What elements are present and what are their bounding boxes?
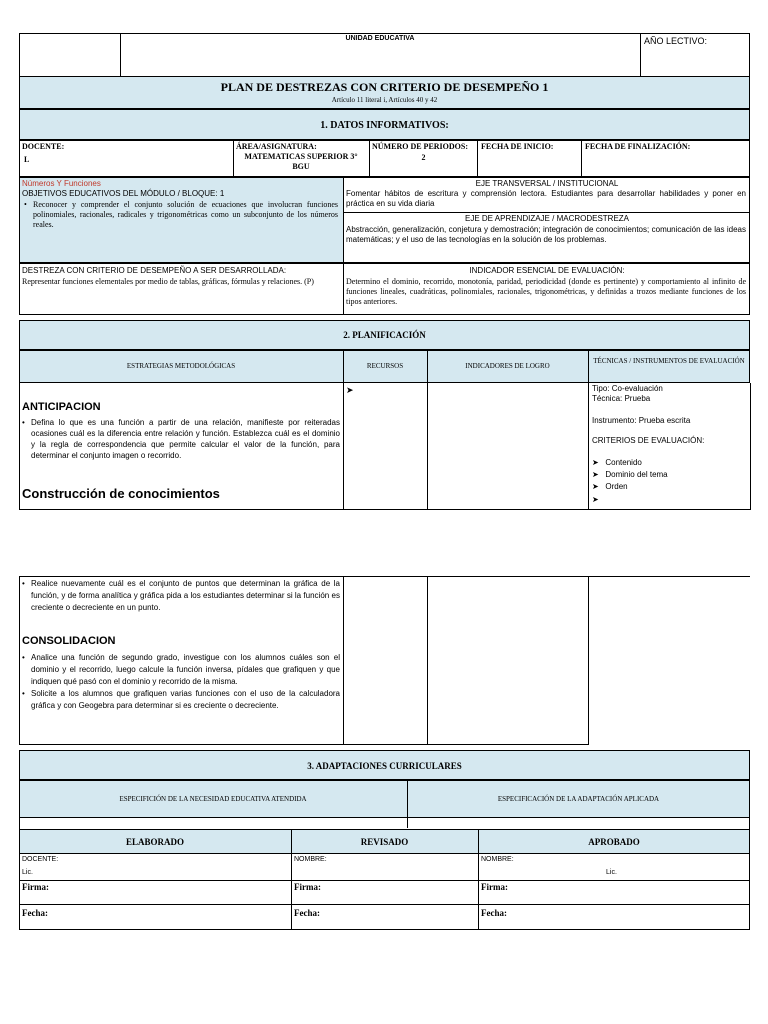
eval-criterios-label: CRITERIOS DE EVALUACIÓN: (592, 436, 705, 445)
firma-lic-1: Lic. (22, 869, 33, 876)
plan-body2-top-right (588, 576, 750, 577)
objetivos-list (22, 200, 338, 230)
revisado-firma-label: Firma: (294, 882, 321, 892)
eval-tipo: Tipo: Co-evaluación (592, 384, 663, 393)
eje-aprendizaje-label: EJE DE APRENDIZAJE / MACRODESTREZA (464, 214, 630, 223)
plan-hdr-divider-3 (588, 350, 589, 383)
aprobado-header: APROBADO (588, 837, 640, 847)
firmas-row-line-1 (19, 880, 750, 881)
docente-label: DOCENTE: (22, 142, 65, 151)
anticipacion-title: ANTICIPACION (22, 401, 101, 413)
eje-divider (343, 212, 750, 213)
plan-body2-div1 (343, 576, 344, 745)
indicador-text: Determino el dominio, recorrido, monotonía, paridad, periodicidad (donde es pertinente) y comportamiento al infinito de funciones lineales, cuadráticas, polinomiales, racionales, trigonométricas, y definidas a trozos mediante funciones de los tipos anteriores. (346, 277, 746, 306)
docente-value: L (24, 155, 30, 164)
plan-body1-div2 (427, 383, 428, 510)
criterio-text: Dominio del tema (605, 470, 668, 479)
year-label: AÑO LECTIVO: (644, 36, 708, 46)
adaptaciones-body-row (19, 817, 750, 829)
aprobado-nombre-label: NOMBRE: (481, 856, 514, 863)
criterio-text: Contenido (605, 458, 642, 467)
topic-label: Números Y Funciones (22, 179, 101, 188)
plan-body1-div3 (588, 383, 589, 510)
revisado-nombre-label: NOMBRE: (294, 856, 327, 863)
col-adaptacion: ESPECIFICACIÓN DE LA ADAPTACIÓN APLICADA (497, 795, 660, 803)
revisado-header: REVISADO (360, 837, 409, 847)
anticipacion-item: • Defina lo que es una función a partir de una relación, manifieste por reiteradas ocasiones cuál es la diferencia entre relación y función. Establezca cuál es el dominio y la regla de correspondencia que permite calcular el valor de la función, para determinar el conjunto imagen o recorrido. (20, 417, 340, 461)
construccion-item: • Realice nuevamente cuál es el conjunto de puntos que determinan la gráfica de la función, y de forma analítica y gráfica pida a los estudiantes determinar si la función es creciente o decreciente en un punto. (20, 578, 340, 614)
plan-body2-right-mask (589, 576, 751, 746)
col-necesidad: ESPECIFICIÓN DE LA NECESIDAD EDUCATIVA ATENDIDA (119, 795, 307, 803)
criterio-arrow-icon: ➤ (592, 470, 599, 479)
periodos-value: 2 (421, 153, 426, 162)
col-tecnicas: TÉCNICAS / INSTRUMENTOS DE EVALUACIÓN (593, 357, 745, 365)
col-indicadores: INDICADORES DE LOGRO (465, 362, 550, 370)
criterio-arrow-icon: ➤ (592, 482, 599, 491)
eval-instrumento: Instrumento: Prueba escrita (592, 416, 691, 425)
aprobado-fecha-label: Fecha: (481, 908, 507, 918)
docente-divider-4 (581, 140, 582, 177)
col-estrategias: ESTRATEGIAS METODOLÓGICAS (126, 362, 236, 370)
elaborado-firma-label: Firma: (22, 882, 49, 892)
eval-tecnica: Técnica: Prueba (592, 394, 651, 403)
consolidacion-title: CONSOLIDACION (22, 635, 116, 647)
anticipacion-list (20, 417, 340, 461)
construccion-title: Construcción de conocimientos (22, 486, 220, 501)
docente-divider-1 (233, 140, 234, 177)
area-value: MATEMATICAS SUPERIOR 3° BGU (244, 152, 358, 171)
col-recursos: RECURSOS (366, 362, 404, 370)
criterio-item (592, 470, 668, 480)
docente-divider-3 (477, 140, 478, 177)
elaborado-header: ELABORADO (125, 837, 184, 847)
area-label: ÁREA/ASIGNATURA: (236, 142, 317, 151)
firma-docente-label: DOCENTE: (22, 856, 59, 863)
criterio-item (592, 458, 642, 468)
firmas-row-line-2 (19, 904, 750, 905)
indicador-label: INDICADOR ESENCIAL DE EVALUACIÓN: (469, 266, 625, 275)
plan-body1-div1 (343, 383, 344, 510)
fecha-fin-label: FECHA DE FINALIZACIÓN: (585, 142, 691, 151)
objetivos-label: OBJETIVOS EDUCATIVOS DEL MÓDULO / BLOQUE: 1 (22, 189, 225, 198)
eje-aprendizaje-text: Abstracción, generalización, conjetura y demostración; integración de conocimientos; comunicación de las ideas matemáticas; y el uso de las tecnologías en la solución de los problemas. (346, 225, 746, 244)
periodos-label: NÚMERO DE PERIODOS: (372, 142, 469, 151)
header-divider-2 (640, 33, 641, 77)
criterio-item (592, 482, 628, 492)
plan-body1-right (750, 383, 751, 510)
destreza-text: Representar funciones elementales por medio de tablas, gráficas, fórmulas y relaciones. (P) (22, 277, 314, 286)
firmas-body (19, 853, 750, 930)
aprobado-firma-label: Firma: (481, 882, 508, 892)
elaborado-fecha-label: Fecha: (22, 908, 48, 918)
criterio-arrow-icon: ➤ (592, 458, 599, 467)
institution-name: UNIDAD EDUCATIVA (345, 35, 415, 42)
eje-transversal-label: EJE TRANSVERSAL / INSTITUCIONAL (475, 179, 619, 188)
plan-subtitle: Artículo 11 literal i, Artículos 40 y 42 (331, 96, 438, 104)
recursos-arrow-icon: ➤ (346, 385, 354, 395)
plan-title: PLAN DE DESTREZAS CON CRITERIO DE DESEMPEÑO 1 (220, 80, 549, 94)
destreza-label: DESTREZA CON CRITERIO DE DESEMPEÑO A SER DESARROLLADA: (22, 266, 287, 275)
datos-section-title: 1. DATOS INFORMATIVOS: (320, 120, 449, 131)
consolidacion-list (20, 652, 340, 712)
eje-transversal-text: Fomentar hábitos de escritura y comprensión lectora. Estudiantes para desarrollar habilidades y poner en práctica en su vida diaria (346, 189, 746, 208)
adaptaciones-section-title: 3. ADAPTACIONES CURRICULARES (307, 761, 462, 771)
fecha-inicio-label: FECHA DE INICIO: (481, 142, 554, 151)
revisado-fecha-label: Fecha: (294, 908, 320, 918)
objetivo-item: • Reconocer y comprender el conjunto solución de ecuaciones que involucran funciones polinomiales, racionales, radicales y trigonométricas como un subconjunto de los números reales. (22, 200, 338, 230)
consolidacion-item: • Analice una función de segundo grado, investigue con los alumnos cuáles son el dominio y el recorrido, luego calcule la función inversa, pídales que grafiquen y que indiquen qué pasó con el dominio y recorrido de la misma. (20, 652, 340, 688)
criterio-text: Orden (605, 482, 628, 491)
plan-body1-bottom (19, 509, 750, 510)
criterio-arrow-icon: ➤ (592, 495, 599, 504)
firma-lic-2: Lic. (606, 869, 617, 876)
consolidacion-item: • Solicite a los alumnos que grafiquen varias funciones con el uso de la calculadora gráfica y con Geogebra para determinar si es creciente o decreciente. (20, 688, 340, 712)
plan-body2-div2 (427, 576, 428, 745)
planificacion-section-title: 2. PLANIFICACIÓN (343, 330, 426, 340)
construccion-list (20, 578, 340, 614)
